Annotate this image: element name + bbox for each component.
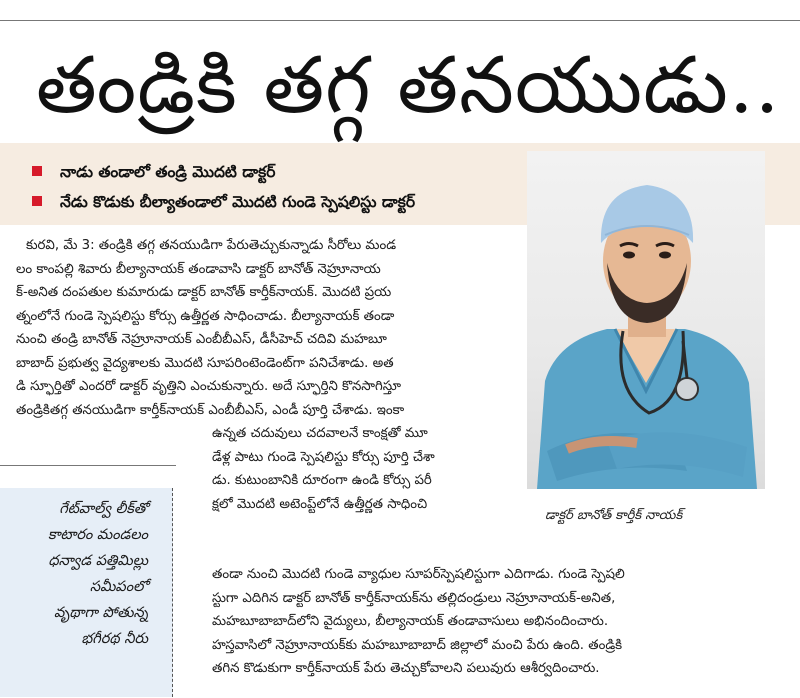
subhead-2-text: నేడు కొడుకు బీల్యాతండాలో మొదటి గుండె స్పెషలిస్టు డాక్టర్ [60,193,416,211]
subhead-1-text: నాడు తండాలో తండ్రి మొదటి డాక్టర్ [60,163,276,181]
body-line: తండ్రికితగ్గ తనయుడిగా కార్తీక్‌నాయక్ ఎంబీబీఎస్, ఎండీ పూర్తి చేశాడు. ఇంకా [16,402,405,418]
doctor-photo [527,151,765,489]
subhead-2 [32,193,415,215]
body-line: లం కాంపల్లి శివారు బీల్యానాయక్ తండావాసి డాక్టర్ బానోత్ నెహ్రూనాయ [16,261,381,277]
photo-caption: డాక్టర్ బానోత్ కార్తీక్ నాయక్ [545,508,683,523]
body-line: తండా నుంచి మొదటి గుండె వ్యాధుల సూపర్‌స్పెషలిస్టుగా ఎదిగాడు. గుండె స్పెషలి [212,567,625,582]
body-line: స్టుగా ఎదిగిన డాక్టర్ బానోత్ కార్తీక్‌నాయక్‌ను తల్లిదండ్రులు నెహ్రూనాయక్-అనిత, [212,590,616,606]
body-line: త్నంలోనే గుండె స్పెషలిస్టు కోర్సు ఉత్తీర్ణత సాధించాడు. బీల్యానాయక్ తండా [16,308,395,324]
body-line: మహబూబాబాద్‌లోని వైద్యులు, బీల్యానాయక్ తండావాసులు అభినందించారు. [212,614,609,629]
square-bullet-icon [32,166,42,176]
body-line: డేళ్ల పాటు గుండె స్పెషలిస్టు కోర్సు పూర్తి చేశా [212,449,435,465]
body-line: కురవి, మే 3: తండ్రికి తగ్గ తనయుడిగా పేరుతెచ్చుకున్నాడు సీరోలు మండ [26,238,397,253]
side-box-line: వృథాగా పోతున్న [53,605,148,621]
side-box-line: సమీపంలో [89,579,148,595]
body-line: తగిన కొడుకుగా కార్తీక్‌నాయక్ పేరు తెచ్చుకోవాలని పలువురు ఆశీర్వదించారు. [212,661,600,676]
article-body-mid [212,422,435,516]
article-body-bottom [212,563,625,681]
body-line: హస్తవాసిలో నెహ్రూనాయక్‌కు మహబూబాబాద్ జిల్లాలో మంచి పేరు ఉంది. తండ్రికి [212,637,623,653]
side-box-line: కాటారం మండలం [47,527,148,543]
article-body-top [16,234,404,422]
side-box-line: గేట్‌వాల్వ్ లీక్‌తో [59,501,148,517]
body-line: క్షలో మొదటి అటెంప్ట్‌లోనే ఉత్తీర్ణత సాధించి [212,496,428,512]
body-line: డు. కుటుంబానికి దూరంగా ఉండి కోర్సు పరీ [212,473,432,488]
body-line: క్-అనిత దంపతుల కుమారుడు డాక్టర్ బానోత్ కార్తీక్‌నాయక్. మొదటి ప్రయ [16,285,392,300]
body-line: డి స్ఫూర్తితో ఎందరో డాక్టర్ వృత్తిని ఎంచుకున్నారు. అదే స్ఫూర్తిని కొనసాగిస్తూ [16,379,401,394]
headline: తండ్రికి తగ్గ తనయుడు.. [36,41,781,131]
side-box-line: ధన్వాడ పత్తిమిల్లు [48,553,148,569]
side-box-line: భగీరథ నీరు [81,631,148,647]
doctor-illustration [527,151,765,489]
body-line: బాబాద్ ప్రభుత్వ వైద్యశాలకు మొదటి సూపరింటెండెంట్‌గా పనిచేశాడు. అత [16,355,394,371]
body-line: నుంచి తండ్రి బానోత్ నెహ్రూనాయక్ ఎంబీబీఎస్, డీసీహెచ్ చదివి మహబూ [16,332,387,347]
top-rule [0,20,800,21]
body-line: ఉన్నత చదువులు చదవాలనే కాంక్షతో మూ [212,426,428,441]
square-bullet-icon [32,196,42,206]
subhead-1 [32,163,275,185]
